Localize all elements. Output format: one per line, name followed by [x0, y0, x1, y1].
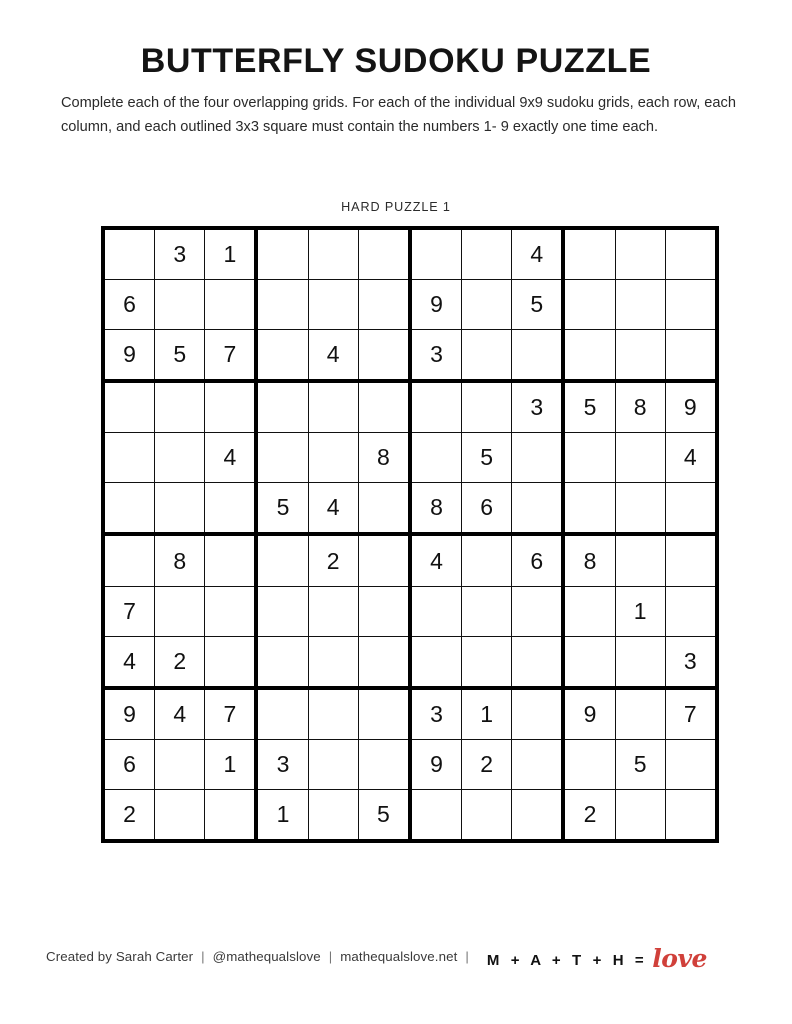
- footer-social-handle[interactable]: @mathequalslove: [212, 949, 321, 964]
- sudoku-row: [103, 280, 717, 330]
- sudoku-cell-r10-c11[interactable]: [615, 688, 665, 740]
- sudoku-cell-r6-c9[interactable]: [512, 483, 564, 535]
- page-title: BUTTERFLY SUDOKU PUZZLE: [140, 42, 652, 80]
- sudoku-cell-r5-c1[interactable]: [103, 433, 155, 483]
- sudoku-cell-r3-c10[interactable]: [563, 330, 615, 382]
- sudoku-cell-r11-c5[interactable]: [308, 739, 358, 789]
- sudoku-cell-r2-c12[interactable]: [665, 280, 717, 330]
- sudoku-cell-r5-c12[interactable]: 4: [665, 433, 717, 483]
- sudoku-cell-r4-c10[interactable]: 5: [563, 381, 615, 433]
- sudoku-cell-r12-c12[interactable]: [665, 789, 717, 841]
- puzzle-label: HARD PUZZLE 1: [341, 200, 451, 214]
- sudoku-cell-r2-c6[interactable]: [358, 280, 410, 330]
- sudoku-cell-r9-c6[interactable]: [358, 636, 410, 688]
- sudoku-cell-r6-c1[interactable]: [103, 483, 155, 535]
- sudoku-cell-r7-c5[interactable]: 2: [308, 534, 358, 586]
- sudoku-cell-r12-c10[interactable]: 2: [563, 789, 615, 841]
- sudoku-cell-r8-c4[interactable]: [256, 586, 308, 636]
- sudoku-cell-r7-c3[interactable]: [205, 534, 257, 586]
- sudoku-cell-r8-c5[interactable]: [308, 586, 358, 636]
- sudoku-row: [103, 534, 717, 586]
- sudoku-cell-r5-c6[interactable]: 8: [358, 433, 410, 483]
- sudoku-cell-r10-c2[interactable]: 4: [155, 688, 205, 740]
- sudoku-cell-r11-c6[interactable]: [358, 739, 410, 789]
- footer-website-link[interactable]: mathequalslove.net: [340, 949, 458, 964]
- sudoku-cell-r4-c1[interactable]: [103, 381, 155, 433]
- sudoku-cell-r3-c6[interactable]: [358, 330, 410, 382]
- sudoku-cell-r7-c11[interactable]: [615, 534, 665, 586]
- sudoku-cell-r11-c2[interactable]: [155, 739, 205, 789]
- sudoku-cell-r4-c3[interactable]: [205, 381, 257, 433]
- sudoku-cell-r10-c10[interactable]: 9: [563, 688, 615, 740]
- sudoku-cell-r8-c10[interactable]: [563, 586, 615, 636]
- sudoku-cell-r8-c1[interactable]: 7: [103, 586, 155, 636]
- sudoku-cell-r9-c2[interactable]: 2: [155, 636, 205, 688]
- sudoku-cell-r11-c4[interactable]: 3: [256, 739, 308, 789]
- sudoku-cell-r4-c6[interactable]: [358, 381, 410, 433]
- sudoku-cell-r6-c2[interactable]: [155, 483, 205, 535]
- sudoku-cell-r7-c4[interactable]: [256, 534, 308, 586]
- sudoku-cell-r12-c9[interactable]: [512, 789, 564, 841]
- sudoku-cell-r3-c1[interactable]: 9: [103, 330, 155, 382]
- sudoku-cell-r7-c7[interactable]: 4: [410, 534, 462, 586]
- sudoku-cell-r4-c9[interactable]: 3: [512, 381, 564, 433]
- sudoku-cell-r11-c12[interactable]: [665, 739, 717, 789]
- sudoku-row: [103, 483, 717, 535]
- sudoku-cell-r8-c12[interactable]: [665, 586, 717, 636]
- footer-separator-1: |: [201, 949, 205, 964]
- sudoku-cell-r8-c3[interactable]: [205, 586, 257, 636]
- sudoku-cell-r7-c8[interactable]: [462, 534, 512, 586]
- sudoku-row: [103, 739, 717, 789]
- sudoku-cell-r7-c2[interactable]: 8: [155, 534, 205, 586]
- sudoku-cell-r1-c5[interactable]: [308, 228, 358, 280]
- sudoku-cell-r2-c2[interactable]: [155, 280, 205, 330]
- sudoku-cell-r2-c3[interactable]: [205, 280, 257, 330]
- sudoku-cell-r12-c11[interactable]: [615, 789, 665, 841]
- sudoku-cell-r1-c7[interactable]: [410, 228, 462, 280]
- sudoku-cell-r12-c8[interactable]: [462, 789, 512, 841]
- sudoku-cell-r9-c4[interactable]: [256, 636, 308, 688]
- sudoku-cell-r9-c10[interactable]: [563, 636, 615, 688]
- sudoku-cell-r4-c8[interactable]: [462, 381, 512, 433]
- logo-math-text: M + A + T + H =: [486, 952, 648, 969]
- sudoku-cell-r1-c11[interactable]: [615, 228, 665, 280]
- sudoku-row: [103, 433, 717, 483]
- sudoku-cell-r10-c5[interactable]: [308, 688, 358, 740]
- sudoku-cell-r2-c5[interactable]: [308, 280, 358, 330]
- sudoku-cell-r7-c1[interactable]: [103, 534, 155, 586]
- sudoku-cell-r8-c2[interactable]: [155, 586, 205, 636]
- sudoku-cell-r4-c5[interactable]: [308, 381, 358, 433]
- sudoku-cell-r10-c1[interactable]: 9: [103, 688, 155, 740]
- sudoku-cell-r3-c12[interactable]: [665, 330, 717, 382]
- sudoku-cell-r6-c8[interactable]: 6: [462, 483, 512, 535]
- sudoku-cell-r6-c4[interactable]: 5: [256, 483, 308, 535]
- sudoku-cell-r1-c2[interactable]: 3: [155, 228, 205, 280]
- sudoku-cell-r3-c5[interactable]: 4: [308, 330, 358, 382]
- sudoku-cell-r9-c8[interactable]: [462, 636, 512, 688]
- sudoku-cell-r6-c6[interactable]: [358, 483, 410, 535]
- sudoku-cell-r2-c10[interactable]: [563, 280, 615, 330]
- sudoku-cell-r11-c7[interactable]: 9: [410, 739, 462, 789]
- sudoku-cell-r7-c12[interactable]: [665, 534, 717, 586]
- sudoku-row: [103, 688, 717, 740]
- sudoku-cell-r10-c12[interactable]: 7: [665, 688, 717, 740]
- sudoku-cell-r11-c9[interactable]: [512, 739, 564, 789]
- footer: [46, 942, 707, 971]
- sudoku-cell-r3-c9[interactable]: [512, 330, 564, 382]
- sudoku-cell-r12-c5[interactable]: [308, 789, 358, 841]
- sudoku-cell-r3-c2[interactable]: 5: [155, 330, 205, 382]
- sudoku-cell-r5-c8[interactable]: 5: [462, 433, 512, 483]
- sudoku-cell-r6-c10[interactable]: [563, 483, 615, 535]
- sudoku-cell-r2-c11[interactable]: [615, 280, 665, 330]
- sudoku-row: [103, 789, 717, 841]
- sudoku-cell-r10-c3[interactable]: 7: [205, 688, 257, 740]
- sudoku-cell-r9-c9[interactable]: [512, 636, 564, 688]
- sudoku-cell-r6-c11[interactable]: [615, 483, 665, 535]
- footer-separator-2: |: [328, 949, 333, 964]
- sudoku-cell-r6-c3[interactable]: [205, 483, 257, 535]
- sudoku-cell-r10-c4[interactable]: [256, 688, 308, 740]
- sudoku-cell-r3-c11[interactable]: [615, 330, 665, 382]
- butterfly-sudoku-grid: [101, 226, 697, 827]
- instructions-text: Complete each of the four overlapping grids. For each of the individual 9x9 sudoku grids, each row, each column, and each outlined 3x3 square must contain the numbers 1- 9 exactly one time each.: [61, 95, 736, 135]
- sudoku-cell-r4-c2[interactable]: [155, 381, 205, 433]
- sudoku-cell-r11-c3[interactable]: 1: [205, 739, 257, 789]
- sudoku-cell-r9-c12[interactable]: 3: [665, 636, 717, 688]
- sudoku-cell-r6-c12[interactable]: [665, 483, 717, 535]
- sudoku-row: [103, 636, 717, 688]
- sudoku-row: [103, 586, 717, 636]
- sudoku-table: [101, 226, 719, 843]
- sudoku-cell-r9-c7[interactable]: [410, 636, 462, 688]
- sudoku-cell-r8-c9[interactable]: [512, 586, 564, 636]
- sudoku-cell-r1-c10[interactable]: [563, 228, 615, 280]
- footer-credit: Created by Sarah Carter: [46, 949, 194, 964]
- sudoku-cell-r5-c7[interactable]: [410, 433, 462, 483]
- sudoku-cell-r3-c7[interactable]: 3: [410, 330, 462, 382]
- logo-love-text: love: [652, 944, 707, 973]
- sudoku-cell-r5-c5[interactable]: [308, 433, 358, 483]
- sudoku-cell-r2-c4[interactable]: [256, 280, 308, 330]
- sudoku-cell-r8-c7[interactable]: [410, 586, 462, 636]
- sudoku-cell-r5-c3[interactable]: 4: [205, 433, 257, 483]
- sudoku-cell-r7-c9[interactable]: 6: [512, 534, 564, 586]
- sudoku-cell-r9-c1[interactable]: 4: [103, 636, 155, 688]
- math-equals-love-logo: [487, 942, 707, 971]
- sudoku-cell-r2-c9[interactable]: 5: [512, 280, 564, 330]
- sudoku-cell-r8-c11[interactable]: 1: [615, 586, 665, 636]
- sudoku-cell-r3-c4[interactable]: [256, 330, 308, 382]
- sudoku-cell-r8-c6[interactable]: [358, 586, 410, 636]
- sudoku-cell-r9-c11[interactable]: [615, 636, 665, 688]
- sudoku-cell-r11-c11[interactable]: 5: [615, 739, 665, 789]
- sudoku-cell-r5-c10[interactable]: [563, 433, 615, 483]
- sudoku-cell-r1-c12[interactable]: [665, 228, 717, 280]
- sudoku-cell-r2-c7[interactable]: 9: [410, 280, 462, 330]
- sudoku-cell-r7-c10[interactable]: 8: [563, 534, 615, 586]
- sudoku-cell-r5-c9[interactable]: [512, 433, 564, 483]
- sudoku-cell-r12-c3[interactable]: [205, 789, 257, 841]
- sudoku-cell-r4-c4[interactable]: [256, 381, 308, 433]
- sudoku-cell-r11-c8[interactable]: 2: [462, 739, 512, 789]
- sudoku-cell-r5-c11[interactable]: [615, 433, 665, 483]
- sudoku-cell-r1-c1[interactable]: [103, 228, 155, 280]
- sudoku-cell-r2-c1[interactable]: 6: [103, 280, 155, 330]
- sudoku-cell-r1-c8[interactable]: [462, 228, 512, 280]
- sudoku-cell-r10-c6[interactable]: [358, 688, 410, 740]
- sudoku-cell-r5-c2[interactable]: [155, 433, 205, 483]
- sudoku-cell-r4-c11[interactable]: 8: [615, 381, 665, 433]
- sudoku-cell-r4-c7[interactable]: [410, 381, 462, 433]
- sudoku-cell-r4-c12[interactable]: 9: [665, 381, 717, 433]
- sudoku-cell-r12-c2[interactable]: [155, 789, 205, 841]
- sudoku-cell-r2-c8[interactable]: [462, 280, 512, 330]
- sudoku-cell-r1-c4[interactable]: [256, 228, 308, 280]
- sudoku-cell-r9-c3[interactable]: [205, 636, 257, 688]
- sudoku-cell-r10-c9[interactable]: [512, 688, 564, 740]
- sudoku-row: [103, 228, 717, 280]
- footer-separator-3: |: [465, 949, 469, 964]
- sudoku-cell-r3-c3[interactable]: 7: [205, 330, 257, 382]
- sudoku-cell-r8-c8[interactable]: [462, 586, 512, 636]
- sudoku-cell-r6-c7[interactable]: 8: [410, 483, 462, 535]
- sudoku-cell-r3-c8[interactable]: [462, 330, 512, 382]
- sudoku-cell-r9-c5[interactable]: [308, 636, 358, 688]
- sudoku-cell-r1-c6[interactable]: [358, 228, 410, 280]
- sudoku-row: [103, 330, 717, 382]
- sudoku-cell-r5-c4[interactable]: [256, 433, 308, 483]
- sudoku-cell-r7-c6[interactable]: [358, 534, 410, 586]
- sudoku-cell-r10-c7[interactable]: 3: [410, 688, 462, 740]
- sudoku-cell-r11-c10[interactable]: [563, 739, 615, 789]
- sudoku-cell-r1-c3[interactable]: 1: [205, 228, 257, 280]
- sudoku-cell-r12-c7[interactable]: [410, 789, 462, 841]
- sudoku-cell-r12-c4[interactable]: 1: [256, 789, 308, 841]
- sudoku-cell-r12-c6[interactable]: 5: [358, 789, 410, 841]
- sudoku-row: [103, 381, 717, 433]
- sudoku-cell-r6-c5[interactable]: 4: [308, 483, 358, 535]
- sudoku-cell-r11-c1[interactable]: 6: [103, 739, 155, 789]
- sudoku-cell-r1-c9[interactable]: 4: [512, 228, 564, 280]
- sudoku-cell-r12-c1[interactable]: 2: [103, 789, 155, 841]
- sudoku-cell-r10-c8[interactable]: 1: [462, 688, 512, 740]
